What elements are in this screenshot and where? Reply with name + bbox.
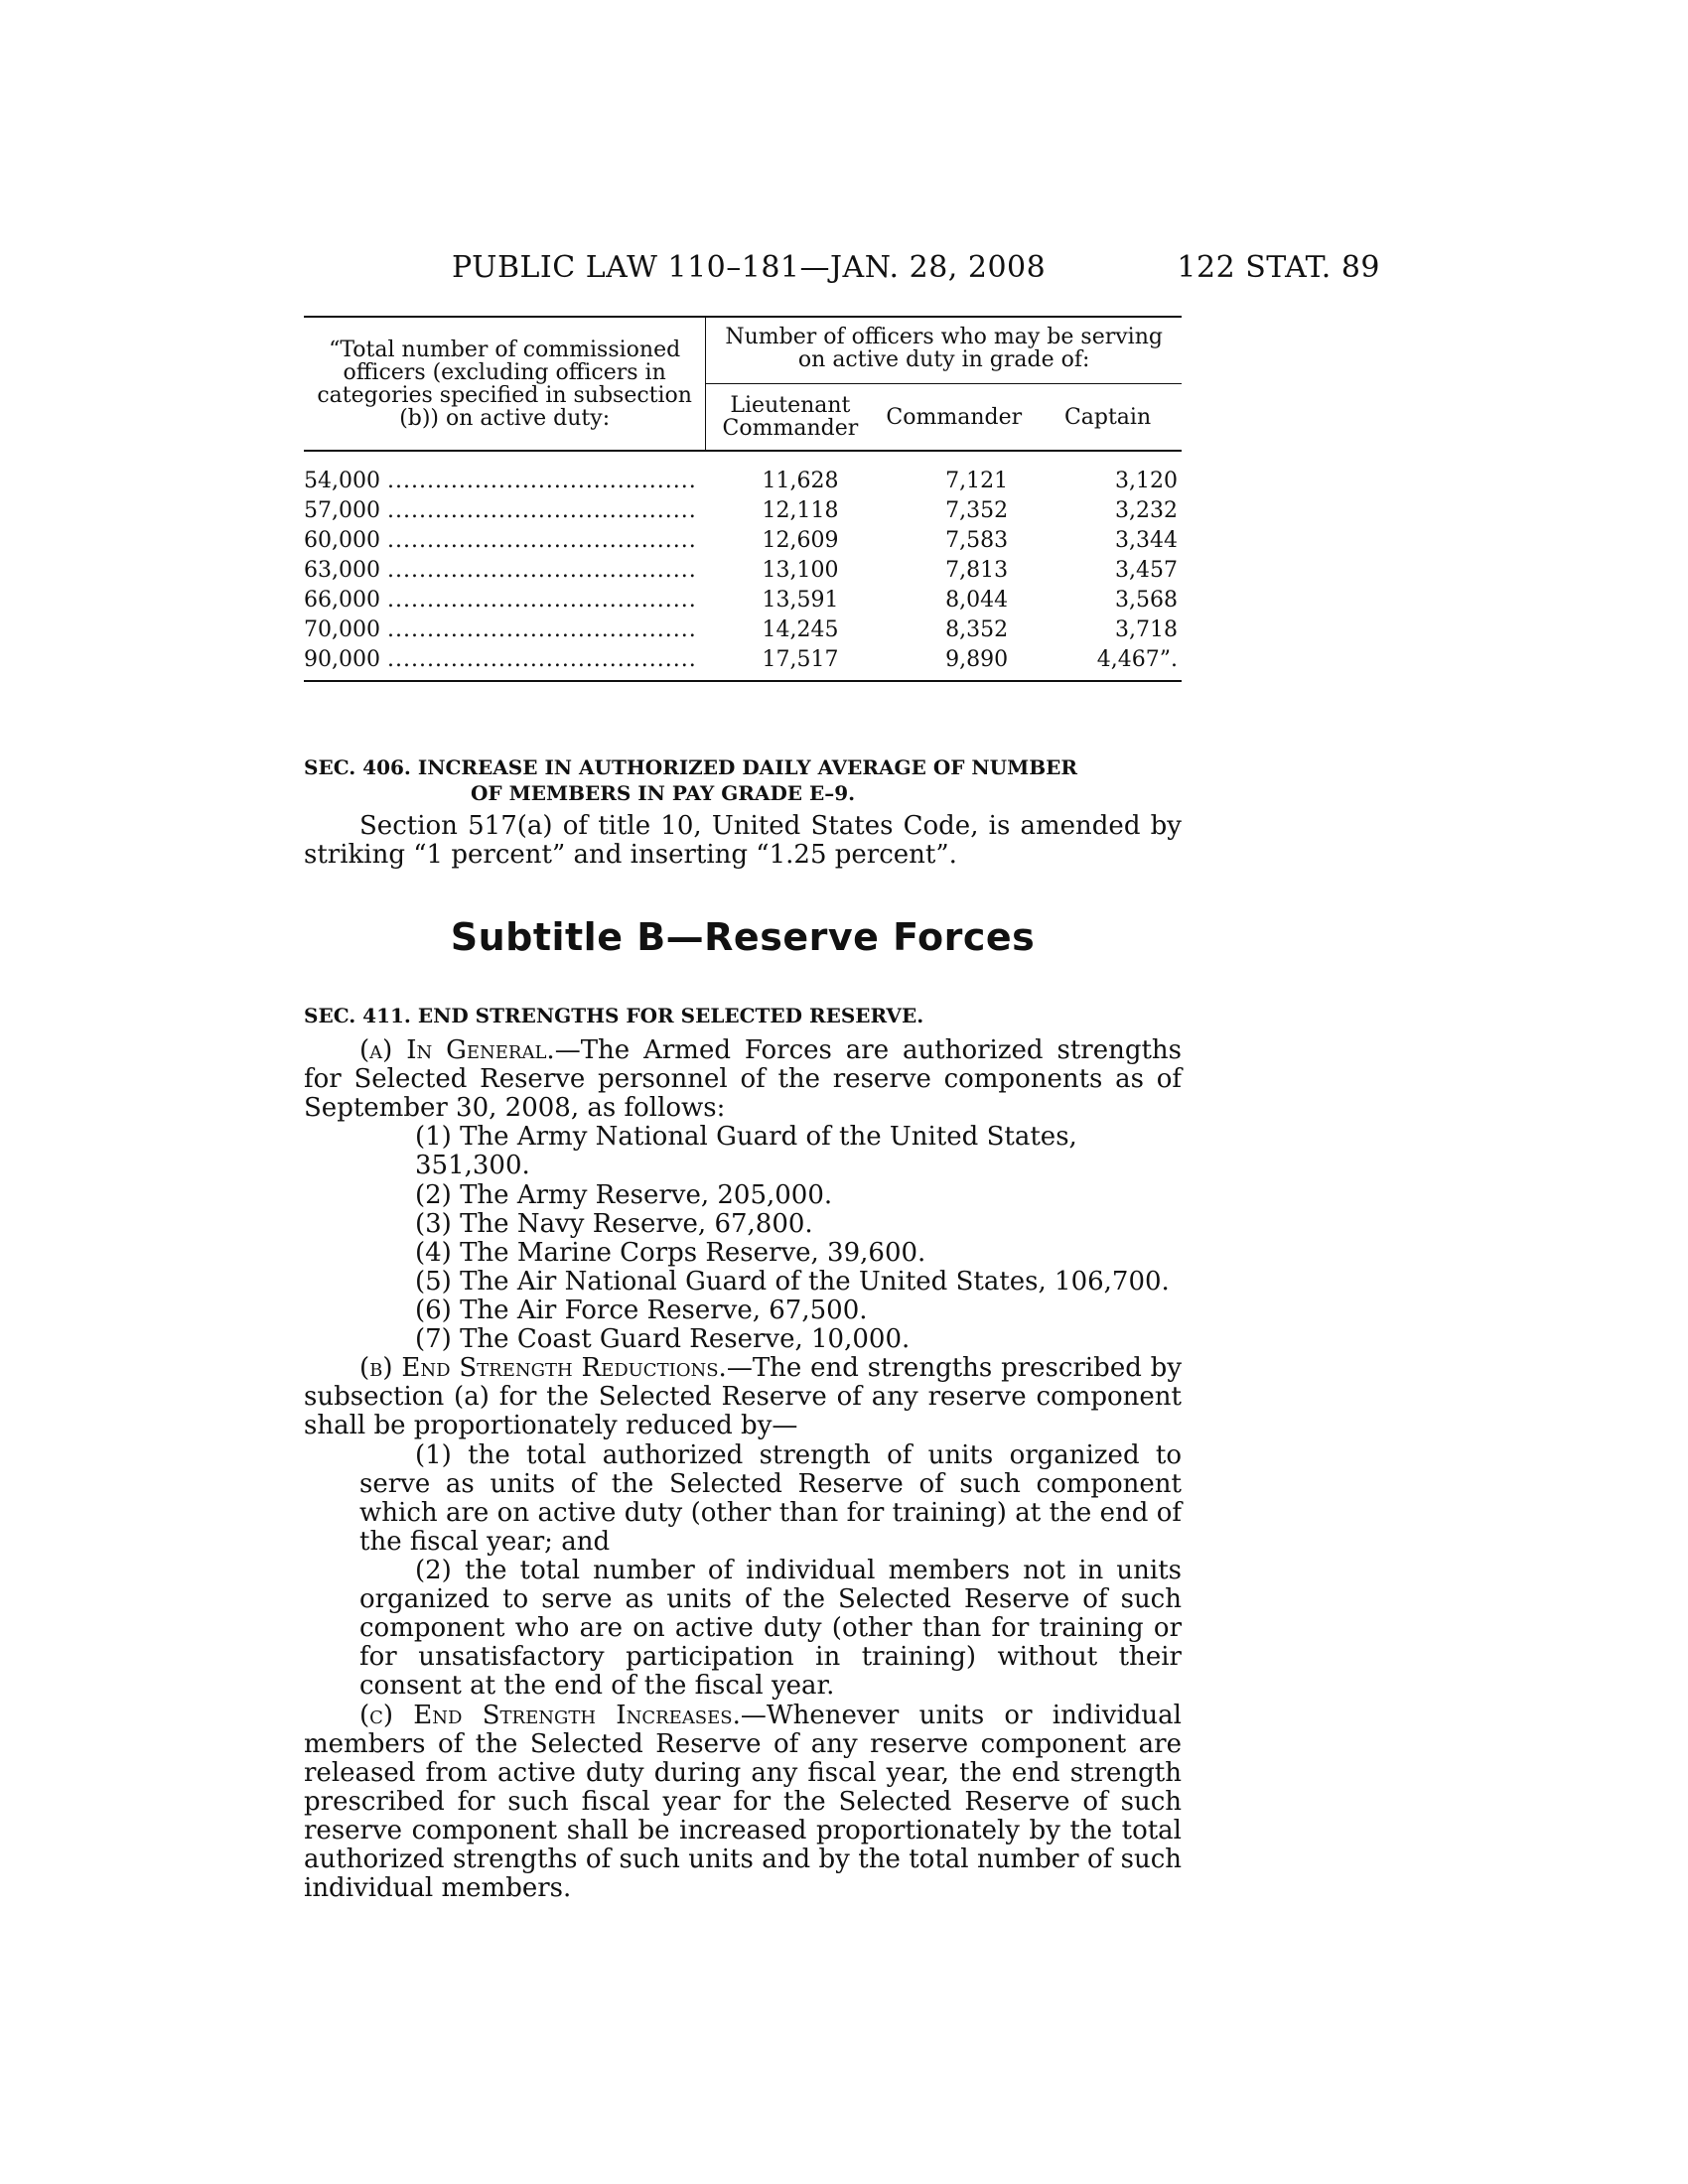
commander-cell: 7,813 [945, 557, 1009, 583]
table-row [304, 495, 1182, 525]
lt-commander-cell: 11,628 [762, 468, 839, 493]
list-item: (3) The Navy Reserve, 67,800. [415, 1208, 813, 1239]
captain-cell: 3,457 [1115, 557, 1178, 583]
column-header-captain: Captain [1034, 384, 1182, 452]
table-row [304, 585, 1182, 614]
column-header-lieutenant-commander: Lieutenant Commander [706, 384, 875, 452]
stat-page-number: 122 STAT. 89 [1177, 250, 1380, 285]
officer-grade-table [304, 316, 1182, 682]
subsection-b-label: (b) End Strength Reductions. [359, 1353, 727, 1384]
list-item: (2) The Army Reserve, 205,000. [415, 1179, 833, 1210]
commander-cell: 8,044 [945, 587, 1009, 613]
captain-cell: 3,344 [1115, 527, 1178, 553]
captain-cell: 4,467”. [1034, 644, 1182, 681]
lt-commander-cell: 12,609 [762, 527, 839, 553]
leader-dots: ....................................... [386, 646, 697, 672]
section-406-heading-line2: OF MEMBERS IN PAY GRADE E–9. [471, 781, 856, 805]
subsection-a-label: (a) In General. [359, 1035, 555, 1065]
total-officers-cell: 63,000 [304, 557, 380, 583]
running-title: PUBLIC LAW 110–181—JAN. 28, 2008 [452, 250, 1047, 285]
subsection-c [304, 1702, 1182, 1904]
total-officers-cell: 60,000 [304, 527, 380, 553]
section-411-heading: SEC. 411. END STRENGTHS FOR SELECTED RESERVE. [304, 1004, 924, 1027]
commander-cell: 7,352 [945, 497, 1009, 523]
lt-commander-cell: 12,118 [762, 497, 839, 523]
table-row [304, 525, 1182, 555]
lt-commander-cell: 13,100 [762, 557, 839, 583]
section-406-heading-line1: SEC. 406. INCREASE IN AUTHORIZED DAILY AVERAGE OF NUMBER [304, 755, 1078, 779]
section-406-heading [304, 754, 1182, 806]
total-officers-cell: 54,000 [304, 468, 380, 493]
table-row [304, 614, 1182, 644]
section-406 [304, 754, 1182, 870]
section-406-body: Section 517(a) of title 10, United States Code, is amended by striking “1 percent” and inserting “1.25 percent”. [304, 811, 1182, 871]
column-header-commander: Commander [875, 384, 1035, 452]
subsection-c-text: —Whenever units or individual members of the Selected Reserve of any reserve component are released from active duty during any fiscal year, the end strength prescribed for such fiscal year for the Selected Reserve of such reserve component shall be increased proportionately by the total authorized strengths of such units and by the total number of such individual members. [304, 1700, 1182, 1904]
list-item: (6) The Air Force Reserve, 67,500. [415, 1295, 868, 1325]
table-row [304, 451, 1182, 495]
total-officers-cell: 90,000 [304, 646, 380, 672]
table-stub-header: “Total number of commissioned officers (excluding officers in categories specified in subsection (b)) on active duty: [304, 317, 706, 451]
table-row [304, 644, 1182, 681]
leader-dots: ....................................... [386, 557, 697, 583]
leader-dots: ....................................... [386, 616, 697, 642]
leader-dots: ....................................... [386, 497, 697, 523]
commander-cell: 8,352 [945, 616, 1009, 642]
total-officers-cell: 70,000 [304, 616, 380, 642]
captain-cell: 3,718 [1115, 616, 1178, 642]
page-header [298, 250, 1380, 290]
leader-dots: ....................................... [386, 527, 697, 553]
table-row [304, 555, 1182, 585]
list-item: (1) The Army National Guard of the United States, 351,300. [415, 1122, 1077, 1181]
commander-cell: 7,583 [945, 527, 1009, 553]
list-item: (4) The Marine Corps Reserve, 39,600. [415, 1237, 926, 1268]
subsection-a [304, 1036, 1182, 1123]
paragraph-b2: (2) the total number of individual members not in units organized to serve as units of the Selected Reserve of such component who are on active duty (other than for training or for unsatisfactory participation in training) without their consent at the end of the fiscal year. [359, 1555, 1182, 1702]
subsection-b-text: —The end strengths prescribed by subsection (a) for the Selected Reserve of any reserve component shall be proportionately reduced by— [304, 1353, 1183, 1441]
lt-commander-cell: 13,591 [762, 587, 839, 613]
lt-commander-cell: 17,517 [706, 644, 875, 681]
total-officers-cell: 57,000 [304, 497, 380, 523]
captain-cell: 3,568 [1115, 587, 1178, 613]
paragraph-b1: (1) the total authorized strength of units organized to serve as units of the Selected Reserve of such component which are on active duty (other than for training) at the end of the fiscal year; and [359, 1439, 1182, 1557]
leader-dots: ....................................... [386, 587, 697, 613]
lt-commander-cell: 14,245 [762, 616, 839, 642]
captain-cell: 3,232 [1115, 497, 1178, 523]
table-spanner-header: Number of officers who may be serving on active duty in grade of: [706, 317, 1182, 384]
section-411 [304, 1003, 1182, 1903]
list-item: (7) The Coast Guard Reserve, 10,000. [415, 1324, 911, 1355]
list-item: (5) The Air National Guard of the United States, 106,700. [415, 1266, 1170, 1297]
captain-cell: 3,120 [1115, 468, 1178, 493]
leader-dots: ....................................... [386, 468, 697, 493]
commander-cell: 7,121 [945, 468, 1009, 493]
subtitle-heading: Subtitle B—Reserve Forces [450, 915, 1036, 959]
subsection-b [304, 1354, 1182, 1440]
total-officers-cell: 66,000 [304, 587, 380, 613]
subsection-a-text: —The Armed Forces are authorized strengths for Selected Reserve personnel of the reserve components as of September 30, 2008, as follows: [304, 1035, 1183, 1124]
subsection-c-label: (c) End Strength Increases. [359, 1700, 741, 1730]
commander-cell: 9,890 [875, 644, 1035, 681]
